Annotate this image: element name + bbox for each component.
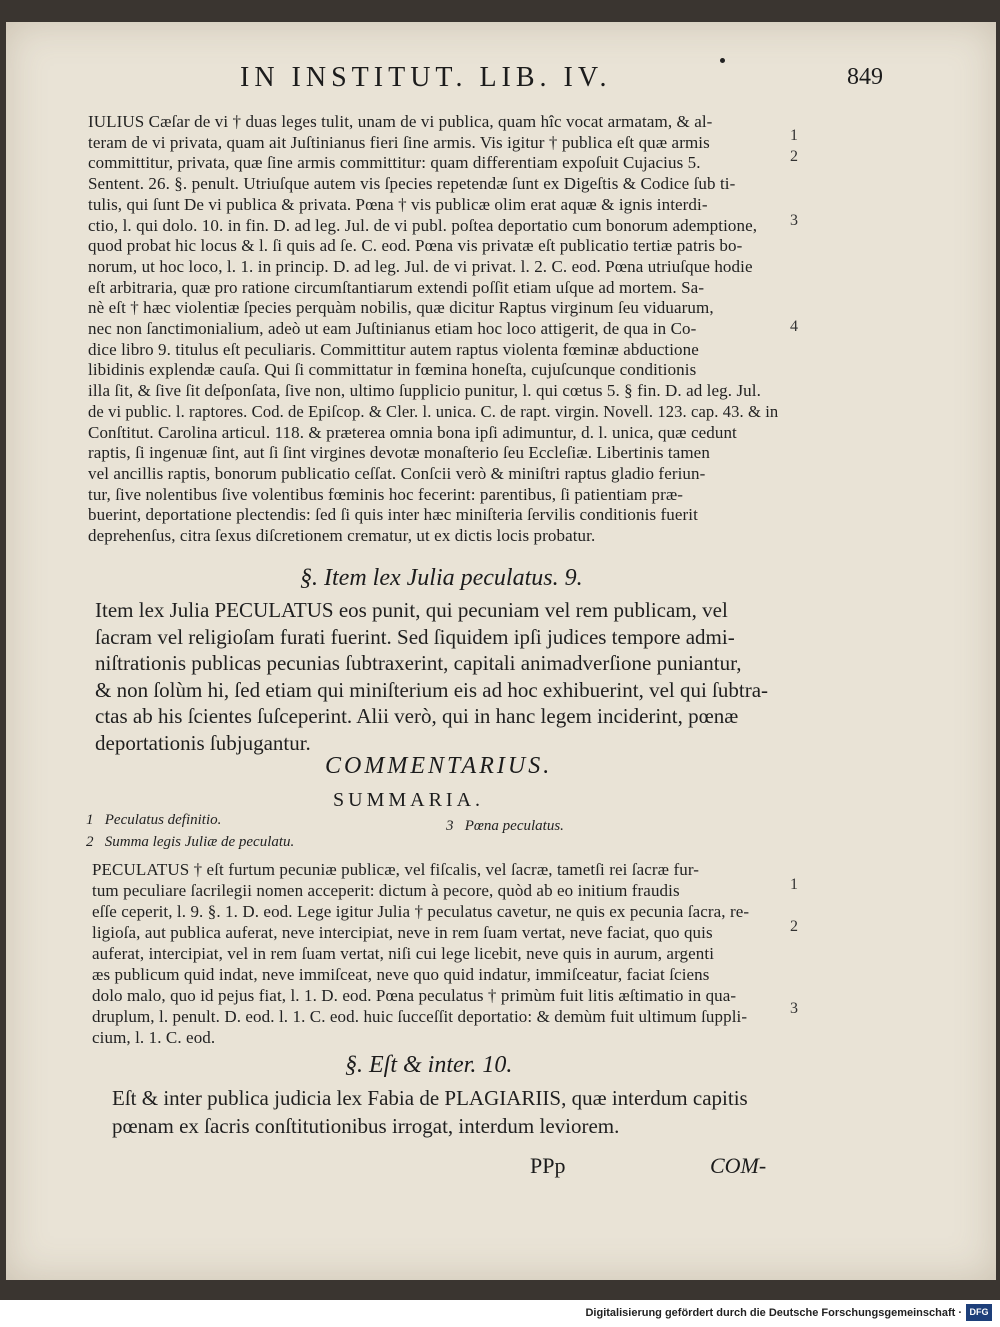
text-line: buerint, deportatione plectendis: ſed ſi quis inter hæc miniſteria ſervilis conditionis fuerit [88,505,698,525]
text-line: pœnam ex ſacris conſtitutionibus irrogat, interdum leviorem. [112,1114,620,1138]
dfg-logo: DFG [966,1304,992,1321]
text-line: tulis, qui ſunt De vi publica & privata. Pœna † vis publicæ olim erat aquæ & ignis interdi- [88,194,708,214]
summary-text: Peculatus definitio. [104,812,222,828]
text-line: teram de vi privata, quam ait Juſtinianus fieri ſine armis. Vis igitur † publica eſt quæ armis [88,132,710,152]
margin-number: 3 [790,1000,798,1017]
summary-number: 3 [446,818,454,834]
text-line: deportationis ſubjugantur. [95,730,311,755]
summaria-title: SUMMARIA. [333,789,485,811]
ink-dot [720,58,725,63]
running-title: IN INSTITUT. LIB. IV. [240,62,612,93]
text-line: & non ſolùm hi, ſed etiam qui miniſterium eis ad hoc exhibuerint, vel qui ſubtra- [95,677,769,702]
text-line: ctio, l. qui dolo. 10. in fin. D. ad leg. Jul. de vi publ. poſtea deportatio cum bonorum ademptione, [88,215,758,235]
text-line: eſſe ceperit, l. 9. §. 1. D. eod. Lege igitur Julia † peculatus cavetur, ne quis ex pecunia ſacra, re- [92,902,750,921]
text-line: ligioſa, aut publica auferat, neve intercipiat, neve in rem ſuam vertat, neve faciat, quo quis [92,923,713,942]
text-line: PECULATUS † eſt furtum pecuniæ publicæ, vel fiſcalis, vel ſacræ, tametſi rei ſacræ fur- [92,860,699,879]
margin-number: 3 [790,212,798,229]
summary-number: 1 [86,812,94,828]
text-line: raptis, ſi ingenuæ ſint, aut ſi ſint virgines devotæ monaſterio ſeu Eccleſiæ. Libertinis tamen [88,443,710,463]
section-9-heading: §. Item lex Julia peculatus. 9. [300,565,583,591]
text-line: Sentent. 26. §. penult. Utriuſque autem vis ſpecies repetendæ ſunt ex Digeſtis & Codice ſub ti- [88,174,736,194]
text-line: druplum, l. penult. D. eod. l. 1. C. eod. huic ſucceſſit deportatio: & demùm fuit ultimum ſuppli- [92,1007,748,1026]
text-line: committitur, privata, quæ ſine armis committitur: quam differentiam expoſuit Cujacius 5. [88,153,701,173]
text-line: Eſt & inter publica judicia lex Fabia de PLAGIARIIS, quæ interdum capitis [112,1086,748,1110]
text-line: norum, ut hoc loco, l. 1. in princip. D. ad leg. Jul. de vi privat. l. 2. C. eod. Pœna utriuſque hodie [88,256,753,276]
text-line: libidinis explendæ cauſa. Qui ſi committatur in fœmina honeſta, cujuſcunque conditionis [88,360,697,380]
summary-text: Summa legis Juliæ de peculatu. [104,834,295,850]
margin-number: 1 [790,876,798,893]
text-line: nè eſt † hæc violentiæ ſpecies perquàm nobilis, quæ dicitur Raptus virginum ſeu viduarum, [88,298,714,318]
text-line: de vi public. l. raptores. Cod. de Epiſcop. & Cler. l. unica. C. de rapt. virgin. Novell. 123. cap. 43. & in [88,401,779,421]
text-line: ctas ab his ſcientes ſuſceperint. Alii verò, qui in hanc legem inciderint, pœnæ [95,704,739,728]
text-line: dice libro 9. titulus eſt peculiaris. Committitur autem raptus violenta fœminæ abductione [88,339,699,359]
text-line: nec non ſanctimonialium, adeò ut eam Juſtinianus etiam hoc loco attigerit, de qua in Co- [88,319,697,338]
text-line: eſt arbitraria, quæ pro ratione circumſtantiarum extendi poſſit etiam uſque ad mortem. Sa- [88,277,705,297]
margin-number: 2 [790,918,798,935]
text-line: cium, l. 1. C. eod. [92,1028,216,1047]
catchword: COM- [710,1153,767,1178]
text-line: auferat, intercipiat, vel in rem ſuam vertat, niſi cui lege licebit, neve quis in aurum, argenti [92,944,715,963]
text-line: niſtrationis publicas pecunias ſubtraxerint, capitali animadverſione puniantur, [95,651,742,675]
text-line: vel ancillis raptis, bonorum publicatio ceſſat. Conſcii verò & miniſtri raptus gladio feriun- [88,463,706,483]
funding-credit: Digitalisierung gefördert durch die Deutsche Forschungsgemeinschaft · [585,1307,962,1319]
text-line: tur, ſive nolentibus ſive volentibus fœminis hoc fecerint: parentibus, ſi patientiam præ- [88,484,684,504]
margin-number: 4 [790,318,798,335]
summary-item-2 [86,834,294,851]
text-line: æs publicum quid indat, neve immiſceat, neve quo quid indatur, immiſceatur, faciat ſciens [92,965,710,984]
commentary-title: COMMENTARIUS. [325,753,553,779]
margin-number: 1 [790,127,798,144]
text-line: quod probat hic locus & l. ſi quis ad ſe. C. eod. Pœna vis privatæ eſt publicatio tertiæ patris bo- [88,236,743,256]
summary-text: Pœna peculatus. [464,818,564,834]
margin-number: 2 [790,148,798,165]
signature-mark: PPp [530,1153,566,1178]
text-line: ſacram vel religioſam furati fuerint. Sed ſiquidem ipſi judices tempore admi- [95,624,735,649]
summary-number: 2 [86,834,94,850]
section-10-heading: §. Eſt & inter. 10. [345,1052,513,1078]
text-line: deprehenſus, citra ſexus diſcretionem crematur, ut ex dictis locis probatur. [88,526,596,545]
text-line: Conſtitut. Carolina articul. 118. & præterea omnia bona ipſi adimuntur, d. l. unica, quæ cedunt [88,422,737,442]
summary-item-3 [446,818,564,835]
text-line: illa ſit, & ſive ſit deſponſata, ſive non, ultimo ſupplicio punitur, l. qui cœtus 5. § fin. D. ad leg. Jul. [88,381,761,401]
page-number: 849 [847,64,883,90]
text-line: Item lex Julia PECULATUS eos punit, qui pecuniam vel rem publicam, vel [95,598,728,622]
text-line: IULIUS Cæſar de vi † duas leges tulit, unam de vi publica, quam hîc vocat armatam, & al- [88,112,713,131]
summary-item-1 [86,812,221,829]
text-line: dolo malo, quo id pejus fiat, l. 1. D. eod. Pœna peculatus † primùm fuit litis æſtimatio in qua- [92,986,737,1005]
text-line: tum peculiare ſacrilegii nomen acceperit: dictum à pecore, quòd ab eo initium fraudis [92,881,680,900]
